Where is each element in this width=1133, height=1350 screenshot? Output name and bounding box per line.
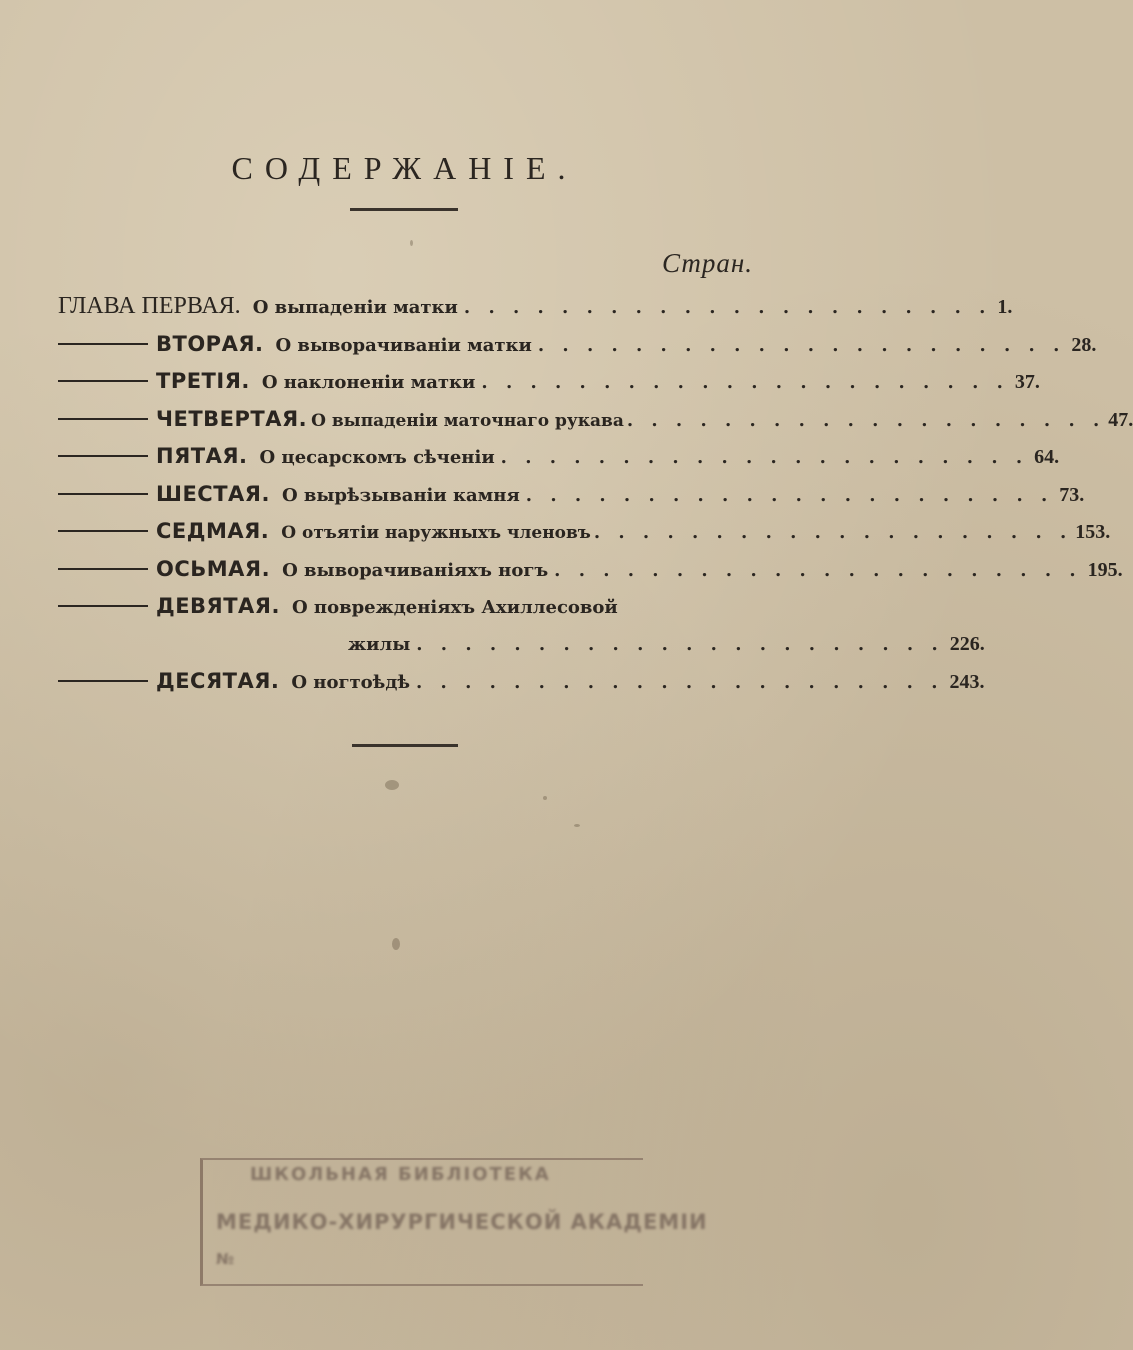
toc-entry bbox=[58, 438, 1060, 476]
ditto-dash bbox=[58, 455, 148, 457]
toc-entry bbox=[58, 476, 1085, 514]
dot-leader: . . . . . . . . . . . . . . . . . . . . bbox=[626, 409, 1106, 431]
stamp-line: № bbox=[216, 1250, 237, 1268]
table-of-contents bbox=[58, 288, 1133, 701]
library-stamp bbox=[196, 1150, 708, 1288]
toc-entry bbox=[58, 363, 1040, 401]
ditto-dash bbox=[58, 380, 148, 382]
chapter-label: ОСЬМАЯ. bbox=[156, 556, 271, 581]
contents-heading: СОДЕРЖАНІЕ. bbox=[231, 150, 578, 186]
toc-entry bbox=[58, 288, 1013, 326]
page-number: 243. bbox=[949, 671, 985, 693]
dot-leader: . . . . . . . . . . . . . . . . . . . . . . bbox=[416, 672, 944, 693]
chapter-title: О цесарскомъ сѣченіи bbox=[259, 447, 495, 468]
chapter-title: О поврежденіяхъ Ахиллесовой bbox=[291, 597, 618, 618]
chapter-title: О отъятіи наружныхъ членовъ bbox=[281, 523, 591, 543]
chapter-title: О выворачиваніи матки bbox=[275, 334, 532, 356]
paper-speck bbox=[385, 780, 399, 790]
toc-entry bbox=[58, 513, 1111, 551]
ditto-dash bbox=[58, 530, 148, 532]
chapter-title: О вырѣзываніи камня bbox=[281, 484, 520, 506]
chapter-label: ПЯТАЯ. bbox=[156, 444, 248, 468]
chapter-title-continuation: жилы bbox=[348, 633, 411, 655]
ditto-dash bbox=[58, 605, 148, 607]
ditto-dash bbox=[58, 680, 148, 682]
dot-leader: . . . . . . . . . . . . . . . . . . . . . . bbox=[537, 334, 1066, 356]
dot-leader: . . . . . . . . . . . . . . . . . . . . . . bbox=[525, 484, 1054, 506]
paper-speck bbox=[543, 796, 547, 800]
page-number: 47. bbox=[1108, 408, 1133, 431]
chapter-label: ШЕСТАЯ. bbox=[156, 481, 270, 506]
dot-leader: . . . . . . . . . . . . . . . . . . . . bbox=[593, 522, 1073, 543]
closing-rule bbox=[352, 744, 458, 747]
chapter-title: О выпаденіи матки bbox=[252, 297, 458, 318]
chapter-label: ДЕВЯТАЯ. bbox=[156, 594, 280, 618]
dot-leader: . . . . . . . . . . . . . . . . . . . . . . bbox=[554, 559, 1082, 581]
dot-leader: . . . . . . . . . . . . . . . . . . . . . . bbox=[463, 297, 992, 318]
paper-speck bbox=[392, 938, 400, 950]
dot-leader: . . . . . . . . . . . . . . . . . . . . . . bbox=[416, 633, 944, 655]
ditto-dash bbox=[58, 493, 148, 495]
ditto-dash bbox=[58, 418, 148, 420]
ditto-dash bbox=[58, 568, 148, 570]
page-number: 195. bbox=[1087, 558, 1123, 581]
page-column-label: Стран. bbox=[661, 248, 753, 278]
chapter-title: О выворачиваніяхъ ногъ bbox=[282, 559, 549, 581]
page-number: 153. bbox=[1075, 521, 1111, 543]
stamp-line: МЕДИКО-ХИРУРГИЧЕСКОЙ АКАДЕМІИ bbox=[216, 1210, 708, 1234]
stamp-line: ШКОЛЬНАЯ БИБЛІОТЕКА bbox=[250, 1164, 551, 1185]
toc-entry bbox=[58, 663, 985, 701]
chapter-title: О наклоненіи матки bbox=[261, 372, 476, 393]
toc-entry bbox=[58, 326, 1097, 364]
chapter-label: ТРЕТІЯ. bbox=[156, 369, 250, 393]
toc-entry bbox=[58, 551, 1123, 589]
paper-speck bbox=[410, 240, 413, 246]
ditto-dash bbox=[58, 343, 148, 345]
page-number: 28. bbox=[1071, 333, 1097, 356]
page-number: 226. bbox=[949, 632, 985, 655]
toc-entry-continuation bbox=[58, 626, 985, 664]
page-number: 73. bbox=[1059, 483, 1085, 506]
toc-entry bbox=[58, 588, 758, 626]
paper-speck bbox=[574, 824, 580, 827]
toc-entry bbox=[58, 401, 1133, 439]
heading-rule bbox=[350, 208, 458, 211]
page-number: 1. bbox=[997, 296, 1013, 318]
chapter-label: СЕДМАЯ. bbox=[156, 519, 270, 543]
page-number: 37. bbox=[1014, 371, 1040, 393]
chapter-label: ГЛАВА ПЕРВАЯ. bbox=[58, 293, 241, 319]
chapter-title: О выпаденіи маточнаго рукава bbox=[311, 410, 624, 431]
dot-leader: . . . . . . . . . . . . . . . . . . . . . . bbox=[500, 447, 1029, 468]
page-number: 64. bbox=[1034, 446, 1060, 468]
chapter-label: ДЕСЯТАЯ. bbox=[156, 669, 280, 693]
dot-leader: . . . . . . . . . . . . . . . . . . . . . . bbox=[481, 372, 1009, 393]
chapter-title: О ногтоѣдѣ bbox=[291, 672, 410, 693]
chapter-label: ЧЕТВЕРТАЯ. bbox=[156, 406, 308, 431]
chapter-label: ВТОРАЯ. bbox=[156, 331, 264, 356]
